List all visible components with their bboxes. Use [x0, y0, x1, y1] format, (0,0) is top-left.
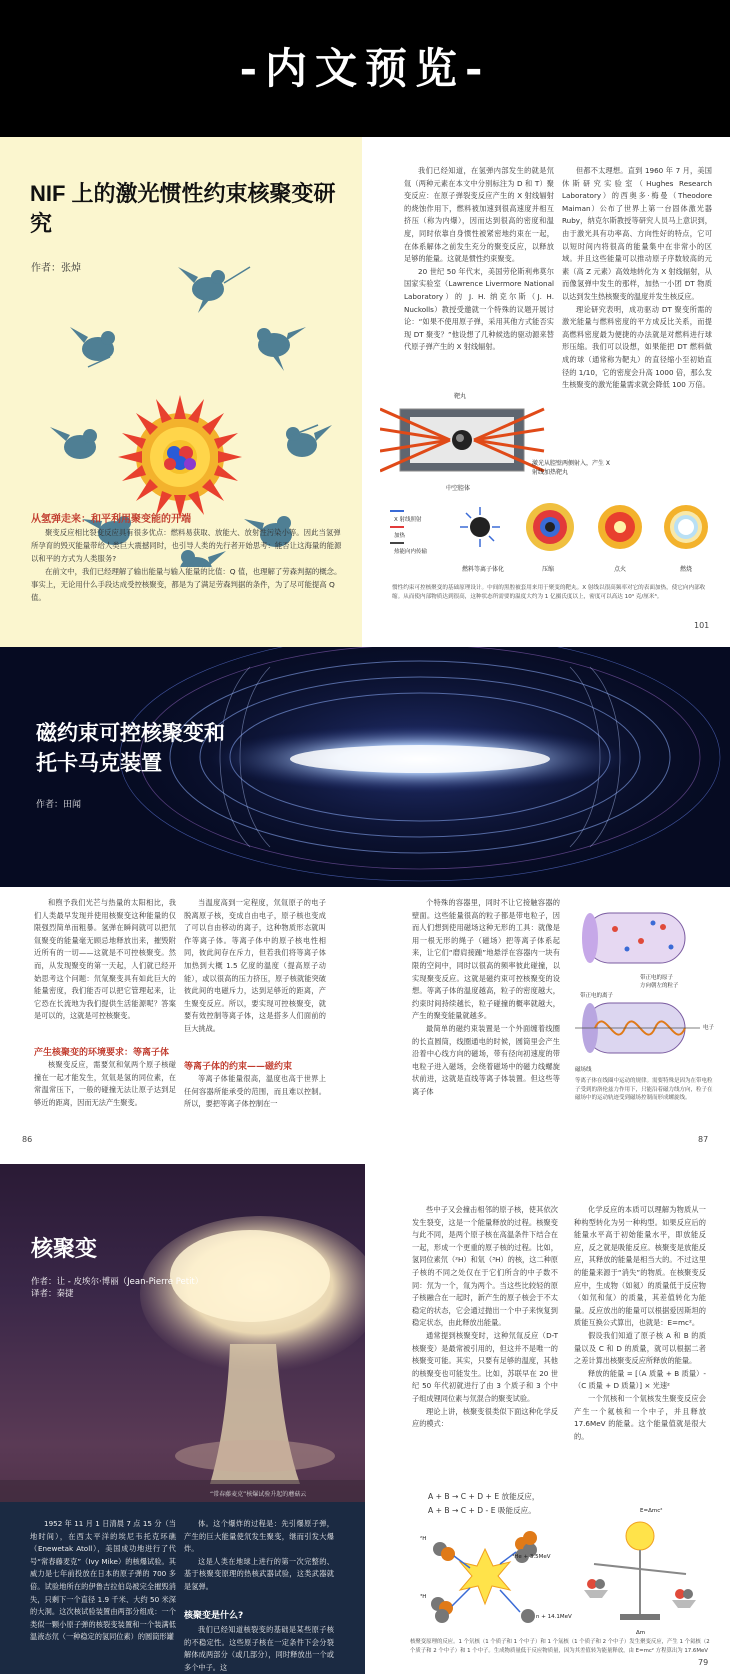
- diagram-label: 激光从腔壁两侧射入，产生 X 射线加热靶丸: [532, 460, 611, 476]
- fusion-starburst: [118, 395, 242, 519]
- text-column: [412, 1204, 558, 1431]
- article-author: 作者：张焯: [31, 263, 81, 274]
- section-subheading: 核聚变是什么?: [184, 1611, 244, 1621]
- body-paragraph: 但都不太理想。直到 1960 年 7 月，美国休斯研究实验室（Hughes Research Laboratory）的西奥多·梅曼（Theodore Maiman）公布了世界上第一台固体激光器 Ruby，纳克尔斯教授等研究人员马上意识到，由于激光具有功率高、方向性好的特点，它可以短时间内将很高的能量集中在非常小的区域。并且这些能量可以推动原子序数较高的元素（高 Z 元素）高效地转化为 X 射线辐射，从而像氢弹中发生的那样，加热一小团 DT 物质以达到发生热核聚变的温度并发生核反应。: [562, 166, 712, 301]
- body-paragraph: 通常提到核聚变时，这种氘氚反应（D-T 核聚变）是最常被引用的，但这并不是唯一的核聚变可能。其实，只要有足够的温度，其他的核聚变也可能发生。比如，苏联早在 20 世纪 50 年代初就进行了由 3 个质子和 3 个中子组成锂同位素与氘混合的聚变试验。: [412, 1330, 558, 1403]
- body-paragraph: 当温度高到一定程度，氘氚原子的电子脱离原子核，变成自由电子，原子核也变成了可以自由移动的离子，这种物质形态就叫作等离子体。等离子体中的原子核电性相同，彼此间存在斥力，但若我们将等离子体加热到大概 1.5 亿度的温度（提高原子动能），或以很高的压力挤压，原子核就能突破彼此间的电磁斥力，达到足够近的距离，产生聚变反应。所以，要实现可控核聚变，就要有效控制等离子体，这是搭多人们面前的巨大挑战。: [184, 898, 326, 1033]
- intro-paragraph: 在前文中，我们已经理解了输出能量与输入能量的比值：Q 值，也理解了劳森判据的概念。事实上，无论用什么手段达成受控核聚变，都是为了满足劳森判据的条件，为了尽可能提高 Q 值。: [31, 567, 342, 602]
- article-title: NIF 上的激光惯性约束核聚变研究: [30, 181, 336, 236]
- section-subheading: 等离子体的约束——磁约束: [184, 1062, 293, 1072]
- nif-right-page: [362, 137, 730, 647]
- article-title: [36, 719, 225, 779]
- text-column: [562, 165, 712, 392]
- text-column: [34, 897, 176, 1023]
- body-paragraph: 这是人类在地球上进行的第一次完整的、基于核聚变原理的热核武器试验，这类武器就是氢弹。: [184, 1556, 334, 1591]
- diagram-label: ³H: [420, 1594, 427, 1600]
- figure-caption: 惯性约束可控核聚变的基础原理设计。中间的黑腔被套用来用于聚变的靶丸。X 射线以很高频率对它的表面加热，使它向内部收缩。从而使内部物质达到很高，这种状态所需要的温度大约为 1 亿摄氏度以上，密度可以高达 10³ 克/厘米³。: [392, 585, 706, 600]
- body-paragraph: 理论研究表明，成功驱动 DT 聚变所需的激光能量与燃料密度的平方成反比关系，而提高燃料密度最为便捷的办法就是对燃料进行球形压缩。我们可以设想，如果能把 DT 燃料做成的球（通常称为靶丸）的直径缩小至初始直径的 1/10，它的密度会升高 1000 倍，那么发生核聚变的激光能量需求就会降低 100 万倍。: [562, 304, 712, 390]
- stage-label: 压缩: [542, 566, 555, 573]
- body-paragraph: 20 世纪 50 年代末，美国劳伦斯利弗莫尔国家实验室（Lawrence Livermore National Laboratory）的 J. H. 纳克尔斯（J. H. Nuckolls）教授受邀就一个特殊的议题开展讨论：“如果不使用原子弹，采用其他方式能否实现 DT 聚变？”他设想了几种候选的驱动源来替代原子弹产生的 X 射线辐射。: [404, 266, 554, 352]
- legend-item: 热能向内传输: [394, 549, 428, 555]
- mushroom-cloud-page: [0, 1164, 365, 1674]
- nif-spread: [0, 137, 730, 647]
- stage-legend: [394, 512, 427, 560]
- text-column: [184, 1518, 334, 1594]
- mass-balance-diagram: [580, 1514, 700, 1634]
- body-paragraph: 个特殊的容器里，同时不让它接触容器的壁面。这些能量很高的粒子都是带电粒子，因而人们想到使用磁场这种无形的工具：就像是用一根无形的绳子（磁场）把等离子体系起来，让它们“磨肩接踵”地悬浮在容器内一块有限的空间中，同时以很高的频率彼此碰撞，以实现聚变反应。这就是磁约束可控核聚变的设想。等离子体的温度越高，粒子的密度越大，约束时间持续越长，粒子碰撞的概率就越大，产生的聚变能量就越多。: [412, 898, 560, 1021]
- stage-label: 燃料等离子体化: [462, 566, 505, 573]
- body-paragraph: 释放的能量 = [（A 质量 + B 质量）-（C 质量 + D 质量）] × 光速²: [574, 1368, 706, 1391]
- text-column: 1952 年 11 月 1 日清晨 7 点 15 分（当地时间），在西太平洋的埃尼韦托克环礁（Enewetak Atoll），美国成功地进行了代号“常春藤麦克”（Ivy Mike）的核爆试验。其威力是七年前投放在日本的原子弹的 700 多倍。试验地所在的伊鲁吉拉伯岛被完全摧毁消失，只剩下一个直径 1.9 千米、大约 50 米深的大洞。这次核试验装置由两部分组成：一个类似一颗小原子弹的核裂变装置和一个装满低温液态氘（一种稳定的氢同位素）的圆筒形罐: [30, 1519, 176, 1642]
- article-author: 作者：田闻: [36, 800, 82, 810]
- diagram-label: n + 14.1MeV: [536, 1614, 572, 1620]
- body-paragraph: 核聚变反应，需要氘和氚两个原子核碰撞在一起才能发生，氘氚是氢的同位素，在常温常压下，一般的碰撞无法让原子达到足够近的距离，因而无法产生聚变。: [34, 1060, 176, 1107]
- diagram-label: E=Δmc²: [640, 1508, 663, 1514]
- cupid-icon: [286, 425, 332, 457]
- diagram-label: 方向朝左的粒子: [640, 983, 679, 989]
- equation-endothermic: A + B → C + D - E 吸能反应。: [428, 1506, 536, 1515]
- text-column: 我们已经知道核裂变的基础是某些原子核的不稳定性。这些原子核在一定条件下会分裂解体成两部分（或几部分），同时释放出一个或多个中子。这: [184, 1625, 334, 1672]
- text-column: [184, 1073, 326, 1111]
- fusion-stages-diagram: [380, 497, 720, 563]
- diagram-label: 磁场线: [575, 1067, 592, 1073]
- mushroom-cloud-photo: [0, 1164, 365, 1502]
- diagram-label: 带正电的原子: [640, 975, 674, 981]
- intro-text: [31, 526, 343, 604]
- legend-item: 加热: [394, 533, 406, 539]
- body-paragraph: 理论上讲，核聚变很类似下面这种化学反应的模式：: [412, 1406, 558, 1429]
- figure-caption: 等离子体在线圈中运动的规律。需要特殊是因为在带电粒子受到的洛伦兹力作用下，只能沿着磁力线方向，粒子在磁场中的运动轨迹受到磁场控制而形成螺旋线。: [575, 1078, 713, 1101]
- nif-left-page: [0, 137, 362, 647]
- diagram-label: [640, 974, 712, 990]
- equations: [428, 1490, 540, 1518]
- body-paragraph: 和煦予我们光芒与热量的太阳相比，我们人类最早发现并使用核聚变这种能量的仅限强烈简单而粗暴。氢弹在瞬间就可以把氘氚聚变的能量毫无顾忌地释放出来，摧毁附近所有的一切——这就是不可控核聚变。然而，从发现聚变的第一天起，人们就已经开始思考这个问题：氘氚聚变具有如此巨大的能量密度，我们能否可以把它管理起来，让它恐在长流地为我们提供生活能源呢？答案是可以的，这就是可控核聚变。: [34, 898, 176, 1021]
- body-paragraph: 最简单的磁约束装置是一个外面缠着线圈的长直圆筒，线圈通电的时候，圆筒里会产生沿着中心线方向的磁场，带有径向初速度的带电粒子进入磁场，会绕着磁场中的磁力线螺旋状前进，这就是直线等离子体装置。但这些等离子体: [412, 1023, 560, 1096]
- diagram-label: Δm: [636, 1630, 646, 1636]
- body-paragraph: 假设我们知道了原子核 A 和 B 的质量以及 C 和 D 的质量，就可以根据二者之差计算出核聚变反应所释放的能量。: [574, 1330, 706, 1366]
- diagram-label: ⁴He + 3.5MeV: [512, 1554, 551, 1560]
- section-subheading: 从氢弹走来：和平利用聚变能的开端: [31, 514, 191, 525]
- section-subheading: 产生核聚变的环境要求：等离子体: [34, 1048, 170, 1058]
- text-column: [574, 1204, 706, 1443]
- diagram-label: ²H: [420, 1536, 427, 1542]
- text-column: [404, 165, 554, 354]
- text-column: [412, 897, 560, 1099]
- cupid-icon: [50, 427, 97, 459]
- cupid-icon: [257, 327, 306, 371]
- stage-label: 点火: [614, 566, 627, 573]
- diagram-label: 电子: [703, 1025, 715, 1031]
- preview-header: [0, 0, 730, 137]
- fusion-spread: [0, 1164, 730, 1674]
- translator-line: 译者：秦捷: [31, 1289, 74, 1299]
- body-paragraph: 一个氘核和一个氚核发生聚变反应会产生一个氦核和一个中子，并且释放 17.6MeV 的能量。这个能量值就是很大的。: [574, 1393, 706, 1441]
- page-number: 87: [698, 1135, 709, 1144]
- article-title: 核聚变: [31, 1236, 98, 1261]
- body-paragraph: 我们已经知道，在氢弹内部发生的就是氘氚（两种元素在本文中分别标注为 D 和 T）聚变反应：在原子弹裂变反应产生的 X 射线辐射的烧蚀作用下，燃料被加速到很高速度并相互挤压（称为内爆），因而达到很高的密度和温度，同时依靠自身惯性被紧密地约束在一起，在体系解体之前发生充分的聚变反应，以释放足够的能量。这就是惯性约束聚变。: [404, 166, 554, 264]
- equation-exothermic: A + B → C + D + E 放能反应，: [428, 1492, 540, 1501]
- figure-caption: 核聚变原理的反应。1 个氘核（1 个质子和 1 个中子）和 1 个氚核（1 个质子和 2 个中子）发生聚变反应，产生 1 个氦核（2 个质子和 2 个中子）和 1 个中子。生成物质量低于反应物质量，因为其差值转为能量释放，由 E=mc² 方程算出为 17.6MeV: [410, 1639, 710, 1654]
- title-line: 磁约束可控核聚变和: [36, 722, 225, 745]
- body-paragraph: 等离子体能量很高，温度也高于世界上任何容器所能承受的范围，而且难以控制。所以，要把等离子体控制在一: [184, 1074, 326, 1109]
- header-title: -内文预览-: [239, 44, 491, 93]
- article-author: [31, 1276, 203, 1300]
- page-number: 101: [694, 621, 710, 630]
- body-paragraph: 化学反应的本质可以理解为物质从一种构型转化为另一种构型。如果反应后的能量水平高于初始能量水平，即放能反应，反之就是吸能反应。核聚变是放能反应，其释放的能量是相当大的。不过这里的能量来源于“消失”的物质。在核聚变反应中，生成物（如氦）的质量低于反应物（如氘和氚）的质量，其差值转化为能量。反应放出的能量可以根据爱因斯坦的质能互换公式算出，也就是：E=mc²。: [574, 1205, 706, 1328]
- legend-item: X 射线照射: [394, 517, 422, 523]
- intro-paragraph: 聚变反应相比裂变反应具有很多优点：燃料易获取、放能大、放射性污染小等。因此当氢弹所孕育的毁灭能量带给人类巨大震撼同时，也引导人类的先行者开始思考：能否让这海量的能源以和平的方式为人类服务?: [31, 528, 342, 563]
- photo-caption: “常春藤麦克”核爆试验升起的蘑菇云: [210, 1491, 307, 1498]
- cupid-icon: [178, 267, 225, 313]
- page-number: 86: [22, 1135, 33, 1144]
- diagram-label: 靶丸: [454, 393, 467, 400]
- text-column: [34, 1059, 176, 1109]
- tokamak-spread: [0, 887, 730, 1164]
- stage-label: 燃烧: [680, 566, 693, 573]
- intro-text-block: [0, 1502, 365, 1674]
- diagram-label: 带正电的离子: [580, 993, 614, 999]
- cupid-icon: [70, 327, 115, 361]
- diagram-label: 中空腔体: [446, 485, 471, 492]
- tokamak-banner: [0, 647, 730, 887]
- text-column: [184, 897, 326, 1036]
- body-paragraph: 些中子又会撞击相邻的原子核，使其依次发生裂变，这是一个能量释放的过程。核聚变与此不同，是两个原子核在高温条件下结合在一起，形成一个更重的原子核的过程。比如，氢同位素氘（²H）和氚（³H）的核，这二种原子核的不同之处仅在于它们所含的中子数不同：氘为一个，氚为两个。当这些比较轻的原子核融合在一起时，新产生的原子核会于不太稳定的状态，它会通过抛出一个中子来恢复到稳定状态，由此释放出能量。: [412, 1205, 558, 1328]
- title-line: 托卡马克装置: [36, 752, 162, 775]
- page-number: 79: [698, 1658, 709, 1667]
- author-line: 作者：让 - 皮埃尔·博丽（Jean-Pierre Petit）: [31, 1277, 204, 1287]
- body-paragraph: 体。这个爆炸的过程是：先引爆原子弹，产生的巨大能量使氘发生聚变，继而引发大爆炸。: [184, 1519, 334, 1554]
